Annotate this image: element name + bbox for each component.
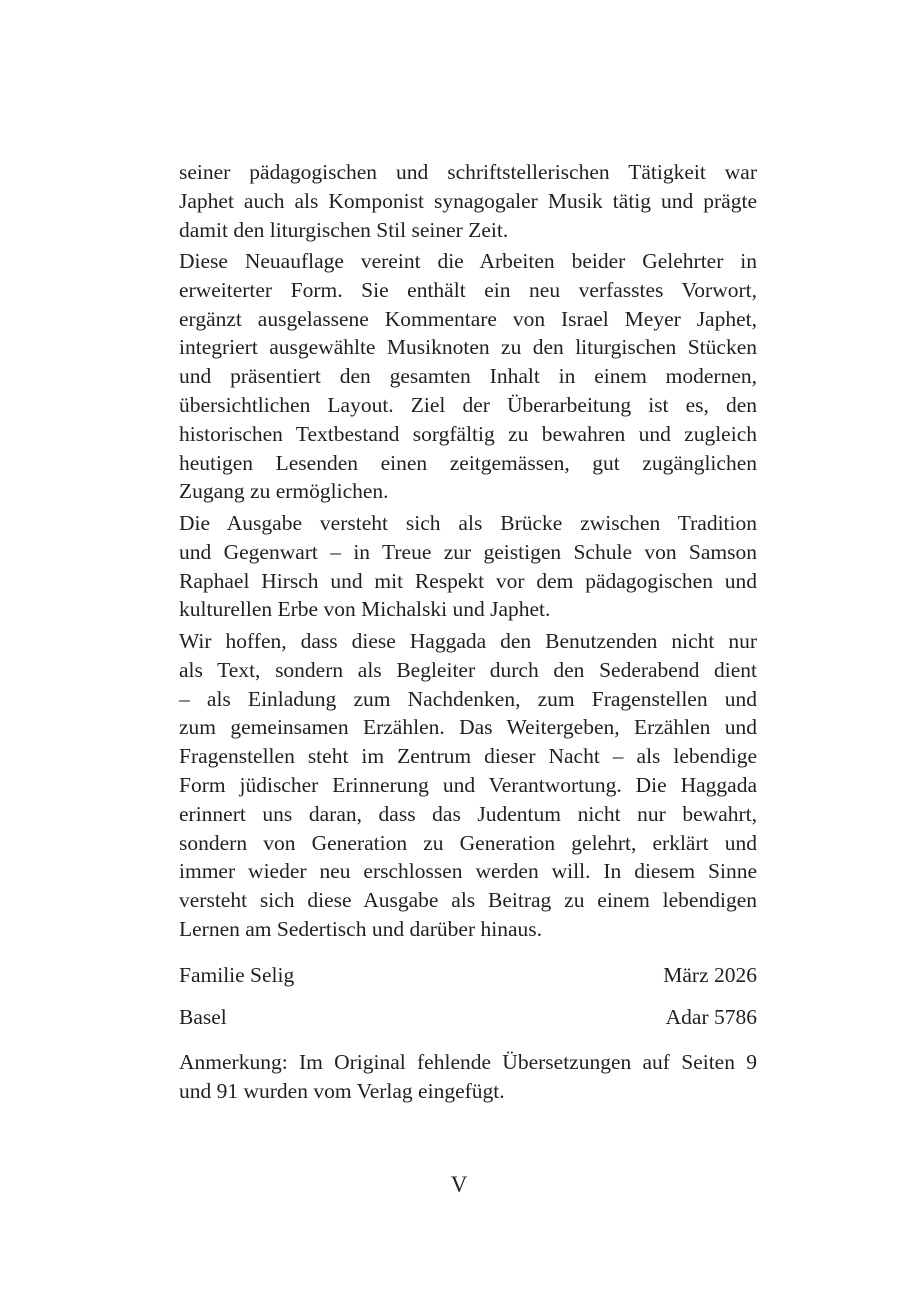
text-line: und 91 wurden vom Verlag eingefügt. bbox=[179, 1078, 505, 1103]
text-line: – als Einladung zum Nachdenken, zum Fragenstellen und bbox=[179, 686, 757, 711]
paragraph-1 bbox=[179, 158, 757, 244]
text-line: Wir hoffen, dass diese Haggada den Benutzenden nicht nur bbox=[179, 629, 757, 653]
text-line: Raphael Hirsch und mit Respekt vor dem pädagogischen und bbox=[179, 568, 757, 593]
paragraph-2 bbox=[179, 247, 757, 506]
paragraph-3 bbox=[179, 509, 757, 624]
text-line: immer wieder neu erschlossen werden will. In diesem Sinne bbox=[179, 859, 757, 884]
signature-date: März 2026 bbox=[663, 963, 757, 987]
signature-place: Basel bbox=[179, 1005, 227, 1029]
signature-row-1 bbox=[179, 961, 757, 990]
text-line: damit den liturgischen Stil seiner Zeit. bbox=[179, 217, 509, 242]
signature-name: Familie Selig bbox=[179, 963, 295, 987]
editorial-note bbox=[179, 1047, 757, 1105]
text-line: historischen Textbestand sorgfältig zu bewahren und zugleich bbox=[179, 421, 757, 446]
text-line: integriert ausgewählte Musiknoten zu den liturgischen Stücken bbox=[179, 335, 757, 360]
text-line: erinnert uns daran, dass das Judentum nicht nur bewahrt, bbox=[179, 801, 757, 826]
text-line: übersichtlichen Layout. Ziel der Überarbeitung ist es, den bbox=[179, 392, 757, 417]
text-line: erweiterter Form. Sie enthält ein neu verfasstes Vorwort, bbox=[179, 277, 757, 302]
text-line: heutigen Lesenden einen zeitgemässen, gut zugänglichen bbox=[179, 450, 757, 475]
text-line: Anmerkung: Im Original fehlende Übersetzungen auf Seiten 9 bbox=[179, 1050, 757, 1074]
text-line: seiner pädagogischen und schriftstellerischen Tätigkeit war bbox=[179, 160, 757, 184]
text-line: Die Ausgabe versteht sich als Brücke zwischen Tradition bbox=[179, 511, 757, 535]
text-line: sondern von Generation zu Generation gelehrt, erklärt und bbox=[179, 830, 757, 855]
text-line: zum gemeinsamen Erzählen. Das Weitergeben, Erzählen und bbox=[179, 715, 757, 740]
text-line: und präsentiert den gesamten Inhalt in einem modernen, bbox=[179, 364, 757, 389]
text-line: und Gegenwart – in Treue zur geistigen Schule von Samson bbox=[179, 539, 757, 564]
signature-hebrew-date: Adar 5786 bbox=[665, 1005, 757, 1029]
text-line: kulturellen Erbe von Michalski und Japhet. bbox=[179, 597, 551, 622]
text-line: als Text, sondern als Begleiter durch den Sederabend dient bbox=[179, 657, 757, 682]
paragraph-4 bbox=[179, 627, 757, 944]
signature-row-2 bbox=[179, 1003, 757, 1032]
text-line: Form jüdischer Erinnerung und Verantwortung. Die Haggada bbox=[179, 772, 757, 797]
text-line: Fragenstellen steht im Zentrum dieser Nacht – als lebendige bbox=[179, 744, 757, 769]
text-line: Zugang zu ermöglichen. bbox=[179, 479, 389, 504]
text-line: Lernen am Sedertisch und darüber hinaus. bbox=[179, 916, 542, 941]
text-line: Diese Neuauflage vereint die Arbeiten beider Gelehrter in bbox=[179, 249, 757, 273]
text-line: Japhet auch als Komponist synagogaler Musik tätig und prägte bbox=[179, 188, 757, 213]
text-line: ergänzt ausgelassene Kommentare von Israel Meyer Japhet, bbox=[179, 306, 757, 331]
page-number: V bbox=[450, 1172, 468, 1197]
text-line: versteht sich diese Ausgabe als Beitrag zu einem lebendigen bbox=[179, 888, 757, 913]
